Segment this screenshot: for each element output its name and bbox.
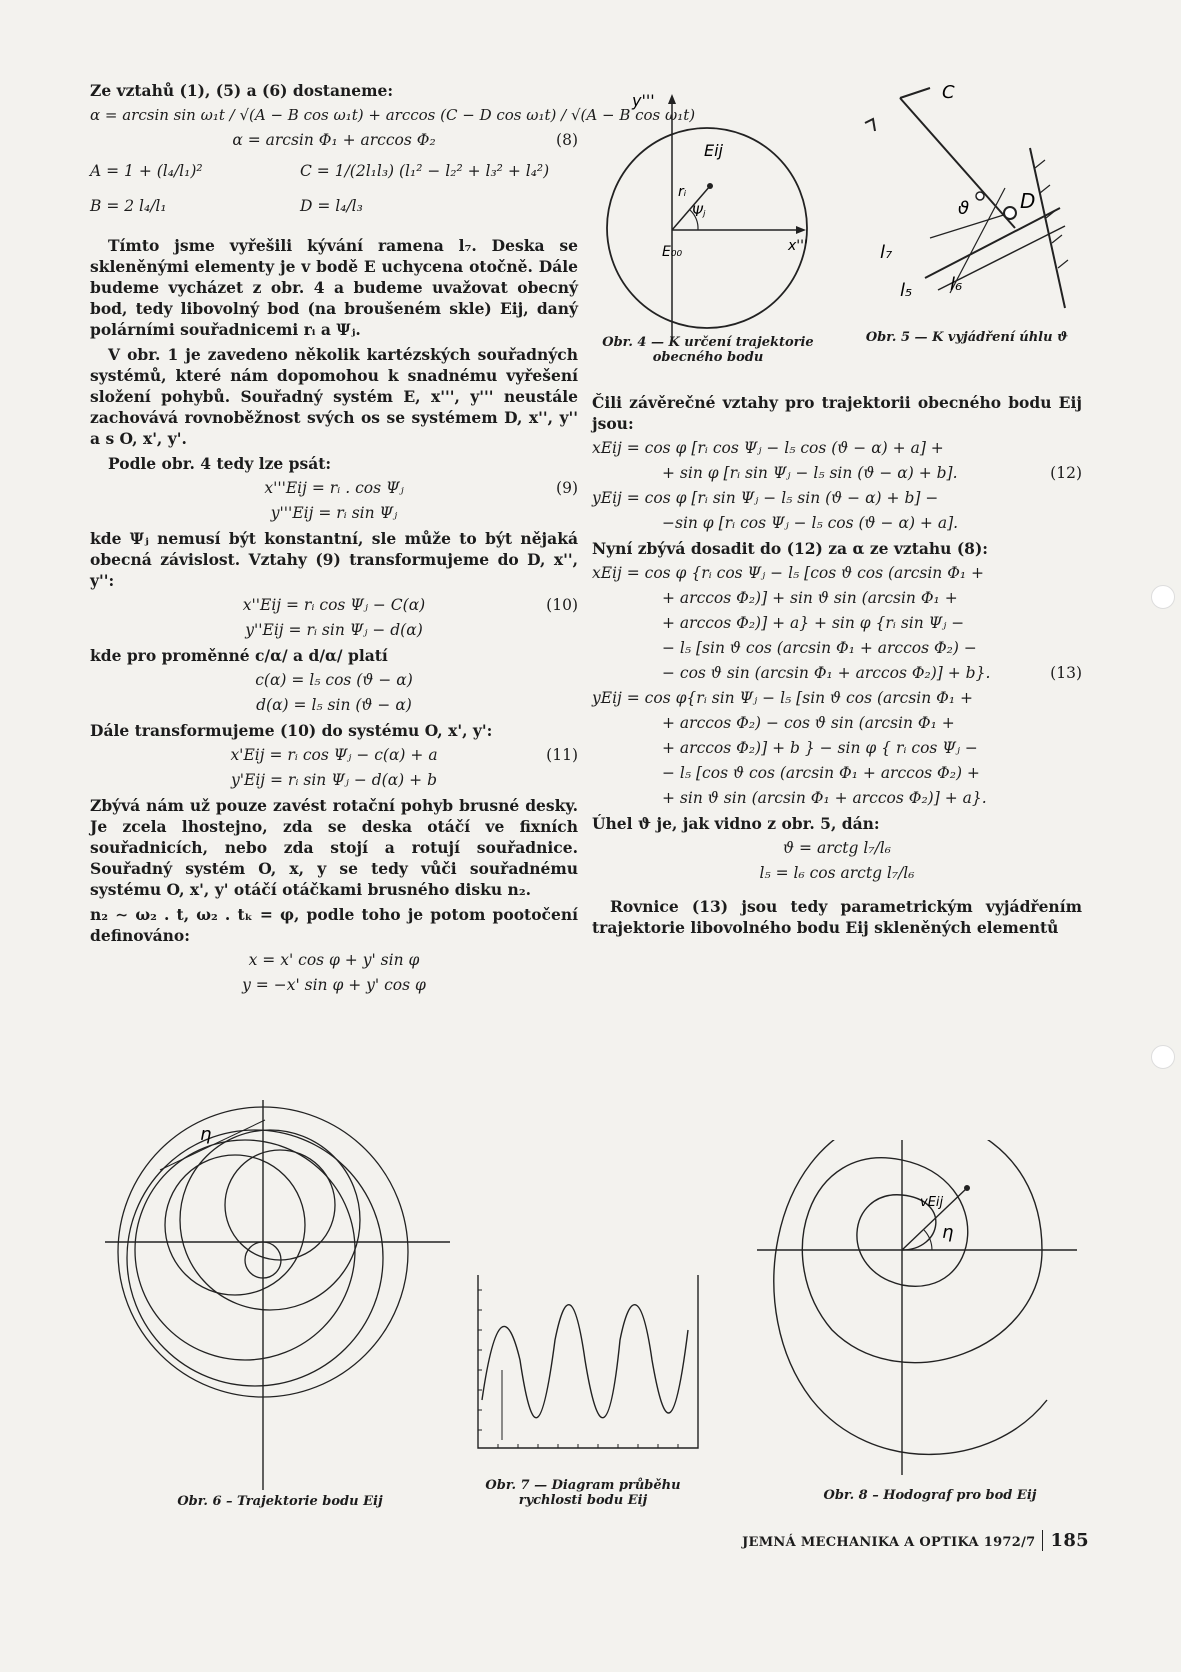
fig4-label-psi: Ψⱼ	[692, 204, 706, 220]
punch-hole-top	[1151, 585, 1175, 609]
equation-9a: x'''Eij = rᵢ . cos Ψⱼ (9)	[264, 479, 578, 497]
equation-12a: xEij = cos φ [rᵢ cos Ψⱼ − l₅ cos (ϑ − α) + a] +	[592, 439, 944, 457]
figure-8	[752, 1140, 1082, 1480]
fig6-eta-line	[160, 1120, 265, 1170]
fig6-orbit-3	[135, 1140, 355, 1360]
fig4-y-arrow	[668, 94, 676, 104]
figure-5-caption: Obr. 5 — K vyjádření úhlu ϑ	[865, 330, 1069, 345]
equation-12d: −sin φ [rᵢ cos Ψⱼ − l₅ cos (ϑ − α) + a].	[662, 514, 959, 532]
equation-A-C: A = 1 + (l₄/l₁)² C = 1/(2l₁l₃) (l₁² − l₂² + l₃² + l₄²)	[90, 162, 550, 180]
fig5-label-l5: l₅	[900, 280, 913, 301]
equation-13a: xEij = cos φ {rᵢ cos Ψⱼ − l₅ [cos ϑ cos (arcsin Φ₁ +	[592, 564, 985, 582]
figure-6-caption: Obr. 6 – Trajektorie bodu Eij	[177, 1494, 383, 1509]
fig8-spiral	[774, 1140, 1047, 1454]
fig5-label-l6: l₆	[950, 274, 963, 295]
fig6-orbit-5	[165, 1155, 305, 1295]
fig6-orbit-2	[127, 1130, 383, 1386]
equation-c: c(α) = l₅ cos (ϑ − α)	[255, 671, 413, 689]
equation-13c: + arccos Φ₂)] + a} + sin φ {rᵢ sin Ψⱼ −	[662, 614, 965, 632]
equation-13e: − cos ϑ sin (arcsin Φ₁ + arccos Φ₂)] + b}. (13)	[662, 664, 1082, 682]
paragraph-2: V obr. 1 je zavedeno několik kartézských souřadných systémů, které nám dopomohou k snadnému vyřešení složení pohybů. Souřadný systém E, x''', y''' neustále zachovává rovnoběžnost svých os se systémem D, x'', y'' a s O, x', y'.	[90, 345, 578, 448]
equation-x: x = x' cos φ + y' sin φ	[248, 951, 420, 969]
equation-alpha: α = arcsin sin ω₁t / √(A − B cos ω₁t) + arccos (C − D cos ω₁t) / √(A − B cos ω₁t)	[90, 106, 696, 124]
page-number: 185	[1042, 1530, 1089, 1551]
fig5-label-theta: ϑ	[958, 198, 970, 219]
journal-name: JEMNÁ MECHANIKA A OPTIKA 1972/7	[742, 1535, 1036, 1550]
fig5-hatching	[1035, 160, 1068, 268]
equation-13i: − l₅ [cos ϑ cos (arcsin Φ₁ + arccos Φ₂) +	[662, 764, 980, 782]
equation-12c: yEij = cos φ [rᵢ sin Ψⱼ − l₅ sin (ϑ − α) + b] −	[592, 489, 939, 507]
fig4-label-r: rᵢ	[678, 184, 687, 200]
equation-10a: x''Eij = rᵢ cos Ψⱼ − C(α) (10)	[242, 596, 578, 614]
equation-13g: + arccos Φ₂) − cos ϑ sin (arcsin Φ₁ +	[662, 714, 955, 732]
page-footer	[742, 1530, 1089, 1551]
fig5-mark	[865, 119, 875, 131]
fig5-diag-2	[930, 213, 1010, 238]
equation-11a: x'Eij = rᵢ cos Ψⱼ − c(α) + a (11)	[230, 746, 578, 764]
figure-4-caption: Obr. 4 — K určení trajektorie obecného bodu	[602, 335, 814, 365]
equation-13h: + arccos Φ₂)] + b } − sin φ { rᵢ cos Ψⱼ −	[662, 739, 978, 757]
fig5-label-l7: l₇	[880, 242, 893, 263]
fig8-label-v: vEij	[920, 1195, 944, 1210]
figure-4	[592, 78, 832, 338]
equation-d: d(α) = l₅ sin (ϑ − α)	[256, 696, 412, 714]
fig6-label-eta: η	[200, 1124, 212, 1145]
fig5-label-c: C	[942, 82, 955, 103]
fig4-label-eoo: E₀₀	[662, 244, 683, 260]
fig4-label-eij: Eij	[704, 141, 723, 160]
fig7-frame	[478, 1275, 698, 1448]
equation-12b: + sin φ [rᵢ sin Ψⱼ − l₅ sin (ϑ − α) + b]. (12)	[662, 464, 1082, 482]
equation-9b: y'''Eij = rᵢ sin Ψⱼ	[270, 504, 398, 522]
fig8-point	[964, 1185, 970, 1191]
paragraph-3: Podle obr. 4 tedy lze psát:	[108, 454, 332, 473]
fig5-label-d: D	[1020, 189, 1036, 213]
equation-l5: l₅ = l₆ cos arctg l₇/l₆	[759, 864, 915, 882]
fig5-joint-d	[1004, 207, 1016, 219]
right-paragraph-2: Nyní zbývá dosadit do (12) za α ze vztahu (8):	[592, 539, 988, 558]
fig5-joint-2	[976, 192, 984, 200]
equation-y: y = −x' sin φ + y' cos φ	[242, 976, 426, 994]
figure-8-caption: Obr. 8 – Hodograf pro bod Eij	[823, 1488, 1037, 1503]
figure-7-caption: Obr. 7 — Diagram průběhu rychlosti bodu Eij	[485, 1478, 681, 1508]
fig4-label-y: y'''	[632, 91, 655, 110]
paragraph-6: Dále transformujeme (10) do systému O, x', y':	[90, 721, 493, 740]
paragraph-1: Tímto jsme vyřešili kývání ramena l₇. Deska se skleněnými elementy je v bodě E uchycena otočně. Dále budeme vycházet z obr. 4 a budeme uvažovat obecný bod, tedy libovolný bod (na broušeném skle) Eij, daný polárními souřadnicemi rᵢ a Ψⱼ.	[90, 236, 578, 339]
fig6-orbit-6	[225, 1150, 335, 1260]
fig5-link-c-top	[900, 88, 930, 98]
figure-7	[460, 1270, 710, 1455]
equation-13f: yEij = cos φ{rᵢ sin Ψⱼ − l₅ [sin ϑ cos (arcsin Φ₁ +	[592, 689, 973, 707]
paragraph-5: kde pro proměnné c/α/ a d/α/ platí	[90, 646, 388, 665]
equation-11b: y'Eij = rᵢ sin Ψⱼ − d(α) + b	[231, 771, 437, 789]
equation-10b: y''Eij = rᵢ sin Ψⱼ − d(α)	[245, 621, 423, 639]
right-column	[592, 392, 1082, 942]
paragraph-8: n₂ ∼ ω₂ . t, ω₂ . tₖ = φ, podle toho je potom pootočení definováno:	[90, 905, 578, 945]
fig4-label-x: x'''	[788, 238, 808, 254]
punch-hole-bottom	[1151, 1045, 1175, 1069]
intro-text: Ze vztahů (1), (5) a (6) dostaneme:	[90, 81, 394, 100]
fig4-point	[707, 183, 713, 189]
equation-theta: ϑ = arctg l₇/l₆	[783, 839, 891, 857]
right-paragraph-4: Rovnice (13) jsou tedy parametrickým vyjádřením trajektorie libovolného bodu Eij skleněných elementů	[592, 897, 1082, 937]
paragraph-4: kde Ψⱼ nemusí být konstantní, sle může to být nějaká obecná závislost. Vztahy (9) transformujeme do D, x'', y'':	[90, 529, 578, 590]
right-paragraph-1: Čili závěrečné vztahy pro trajektorii obecného bodu Eij jsou:	[592, 393, 1082, 433]
fig4-x-arrow	[796, 226, 806, 234]
equation-13j: + sin ϑ sin (arcsin Φ₁ + arccos Φ₂)] + a}.	[662, 789, 987, 807]
paragraph-7: Zbývá nám už pouze zavést rotační pohyb brusné desky. Je zcela lhostejno, zda se deska otáčí ve fixních souřadnicích, nebo zda stojí a rotují souřadnice. Souřadný systém O, x, y se tedy vůči souřadnému systému O, x', y' otáčí otáčkami brusného disku n₂.	[90, 796, 578, 899]
figure-6	[105, 1100, 450, 1490]
equation-13b: + arccos Φ₂)] + sin ϑ sin (arcsin Φ₁ +	[662, 589, 958, 607]
fig8-label-eta: η	[942, 1222, 954, 1243]
equation-13d: − l₅ [sin ϑ cos (arcsin Φ₁ + arccos Φ₂) −	[662, 639, 977, 657]
figure-5	[860, 78, 1090, 318]
fig7-velocity-curve	[482, 1305, 688, 1418]
equation-8: α = arcsin Φ₁ + arccos Φ₂ (8)	[232, 131, 578, 149]
right-paragraph-3: Úhel ϑ je, jak vidno z obr. 5, dán:	[592, 814, 880, 833]
equation-B-D: B = 2 l₄/l₁ D = l₄/l₃	[90, 197, 363, 215]
